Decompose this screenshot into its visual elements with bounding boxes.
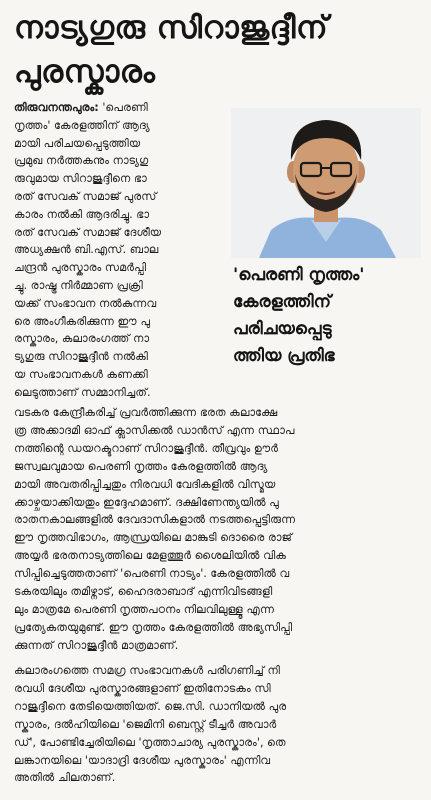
paragraph-2 — [14, 404, 424, 655]
headline-line-1: നാട്യഗുരു സിറാജുദ്ദീന് — [14, 10, 329, 46]
para-line: ത്ര അക്കാദമി ഓഫ് ക്ലാസിക്കൽ ഡാൻസ് എന്ന സ്ഥാപ — [14, 423, 295, 437]
para-line: രെ അംഗീകരിക്കുന്ന ഈ പു — [14, 314, 151, 328]
para-line: മായി പരിചയപ്പെടുത്തിയ — [14, 136, 141, 150]
para-line: റാജുദ്ദീനെ തേടിയെത്തിയത്. ജെ.സി. ഡാനിയൽ പുര — [14, 699, 287, 713]
para-line: യക്ക് സംഭാവന നൽകുന്നവ — [14, 296, 157, 310]
paragraph-1 — [14, 99, 226, 402]
para-line: കാരം നൽകി ആദരിച്ചു. ഭാ — [14, 207, 150, 221]
para-line: ലങ്കാനയിലെ 'യാദാദ്രി ദേശീയ പുരസ്കാരം' എന്നിവ — [14, 753, 271, 767]
caption-line: ത്തിയ പ്രതിഭ — [233, 346, 335, 366]
para-line: ടകരയിലും തമിഴ്നാട്, ഹൈദരാബാദ് എന്നിവിടങ്ങളി — [14, 585, 273, 599]
para-line: ഈ നൃത്തവിഭാഗം, ആന്ധ്രയിലെ മാങ്കുടി ദൊരൈ രാജ് — [14, 531, 292, 545]
para-line: ച്ചു. രാഷ്ട്ര നിർമ്മാണ പ്രക്രി — [14, 278, 143, 292]
para-line: രാതനകാലങ്ങളിൽ ദേവദാസികളാൽ നടത്തപ്പെട്ടിരുന്ന — [14, 513, 296, 527]
para-line: സിപ്പിച്ചെടുത്തതാണ് 'പെരണി നാട്യം'. കേരളത്തിൽ വ — [14, 567, 290, 581]
para-line: മായി അവതരിപ്പിച്ചതും നിരവധി വേദികളിൽ വിസ്മയ — [14, 477, 276, 491]
caption-line: 'പെരണി നൃത്തം' — [233, 265, 365, 285]
paragraph-3 — [14, 662, 424, 787]
para-line: വടകര കേന്ദ്രീകരിച്ച് പ്രവർത്തിക്കുന്ന ഭരത കലാക്ഷേ — [14, 406, 278, 419]
para-line: ലും മാത്രമേ പെരണി നൃത്തപഠനം നിലവിലുള്ളൂ എന്ന — [14, 602, 275, 616]
para-line: ചന്ദ്രൻ പുരസ്കാരം സമർപ്പി — [14, 261, 147, 275]
para-line: രത് സേവക് സമാജ് പുരസ് — [14, 189, 157, 203]
para-line: നത്തിന്റെ ഡയറക്ടറാണ് സിറാജുദ്ദീൻ. തീവ്രവും ഊർ — [14, 441, 279, 455]
para-line: രസ്കാരം, കലാരംഗത്ത് നാ — [14, 332, 150, 346]
para-line: അതിൽ ചിലതാണ്. — [14, 771, 116, 785]
para-line: രവധി ദേശീയ പുരസ്കാരങ്ങളാണ് ഇതിനോടകം സി — [14, 681, 271, 695]
para-line: അയ്യർ ഭരതനാട്യത്തിലെ മേളത്തൂർ ശൈലിയിൽ വിക — [14, 549, 287, 563]
photo-caption — [233, 262, 423, 370]
para-line: പ്രത്യേകതയുമുണ്ട്. ഈ നൃത്തം കേരളത്തിൽ അഭ്യസിപ്പി — [14, 620, 293, 634]
para-line: ട്യഗുരു സിറാജുദ്ദീൻ നൽകി — [14, 350, 148, 364]
para-line: ഡ്', പോണ്ടിച്ചേരിയിലെ 'നൃത്താചാര്യ പുരസ്കാരം', തെ — [14, 735, 286, 749]
para-line: നൃത്തം' കേരളത്തിന് ആദ്യ — [14, 118, 150, 132]
para-line: രത് സേവക് സമാജ് ദേശീയ — [14, 225, 162, 239]
caption-line: പരിചയപ്പെടു — [233, 319, 332, 339]
para-line: രുവുമായ സിറാജുദ്ദീനെ ഭാ — [14, 172, 147, 186]
headline — [14, 6, 419, 94]
para-line: യ സംഭാവനകൾ കണക്കി — [14, 367, 148, 381]
para-line: കലാരംഗത്തെ സമഗ്ര സംഭാവനകൾ പരിഗണിച്ച് നി — [14, 664, 280, 677]
headline-line-2: പുരസ്കാരം — [14, 54, 156, 90]
para-line: ജസ്വലവുമായ പെരണി നൃത്തം കേരളത്തിൽ ആദ്യ — [14, 459, 268, 473]
para-line: സ്കാരം, ദൽഹിയിലെ 'ജെമിനി ബെസ്റ്റ് ടീച്ചർ അവാർ — [14, 717, 277, 731]
dateline: തിരുവനന്തപുരം: — [14, 101, 99, 114]
portrait-illustration — [231, 108, 421, 258]
para-line: ക്കുന്നത് സിറാജുദ്ദീൻ മാത്രമാണ്. — [14, 638, 179, 652]
para-line: 'പെരണി — [102, 101, 148, 114]
para-line: അധ്യക്ഷൻ ബി.എസ്. ബാല — [14, 243, 159, 257]
caption-line: കേരളത്തിന് — [233, 292, 331, 312]
para-line: ക്കാഴ്ചയാക്കിയതും ഇദ്ദേഹമാണ്. ദക്ഷിണേന്ത്യയിൽ പു — [14, 495, 279, 509]
para-line: പ്രമുഖ നർത്തകനും നാട്യഗു — [14, 154, 149, 168]
para-line: ലെടുത്താണ് സമ്മാനിച്ചത്. — [14, 385, 151, 399]
portrait-photo — [231, 108, 421, 258]
